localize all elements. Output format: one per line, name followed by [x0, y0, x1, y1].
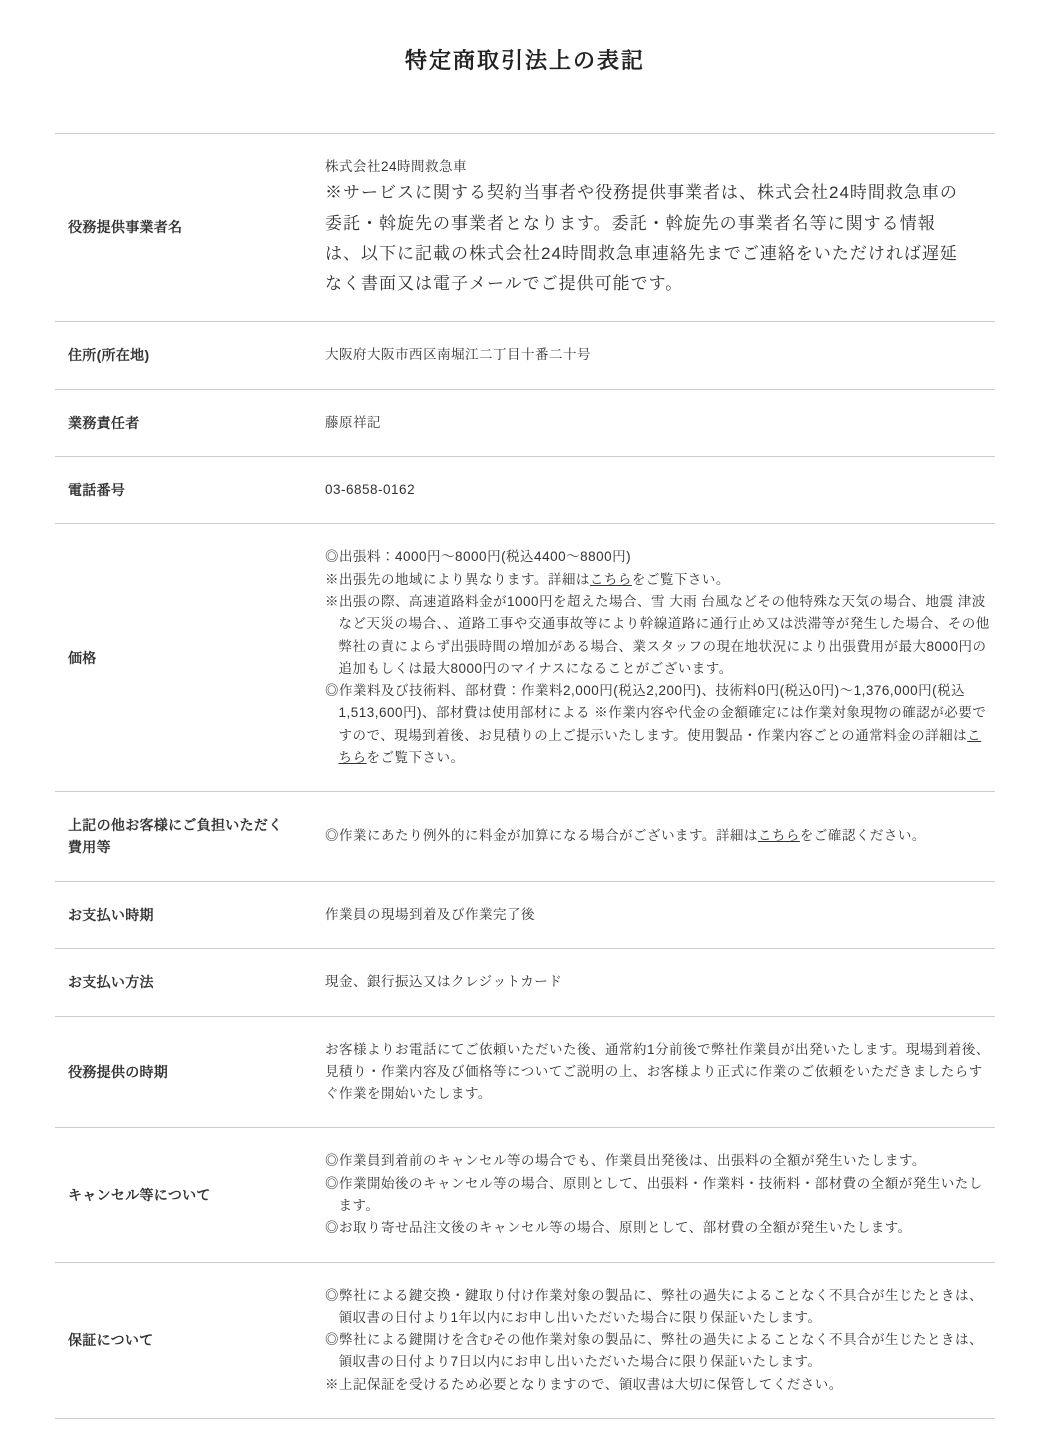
provider-company-name: 株式会社24時間救急車: [325, 159, 468, 174]
table-row-payment-method: [55, 949, 995, 1016]
cancellation-item: ◎作業開始後のキャンセル等の場合、原則として、出張料・作業料・技術料・部材費の全額が発生いたします。: [325, 1175, 983, 1213]
service-time-value: お客様よりお電話にてご依頼いただいた後、通常約1分前後で弊社作業員が出発いたします。現場到着後、見積り・作業内容及び価格等についてご説明の上、お客様より正式に作業のご依頼をいただきましたらすぐ作業を開始いたします。: [325, 1041, 990, 1102]
payment-method-label: お支払い方法: [68, 974, 154, 991]
phone-label: 電話番号: [68, 482, 126, 499]
table-row-payment-time: [55, 881, 995, 948]
table-row-phone: [55, 457, 995, 524]
table-row-warranty: [55, 1262, 995, 1418]
table-row-manager: [55, 389, 995, 456]
warranty-item: ※上記保証を受けるため必要となりますので、領収書は大切に保管してください。: [325, 1376, 843, 1392]
price-area-note-pre: ※出張先の地域により異なります。詳細は: [325, 571, 590, 587]
payment-time-label: お支払い時期: [68, 906, 154, 923]
extra-fees-details-link[interactable]: こちら: [757, 828, 800, 844]
cancellation-item: ◎作業員到着前のキャンセル等の場合でも、作業員出発後は、出張料の全額が発生いたします。: [325, 1153, 926, 1169]
extra-fees-note-pre: ◎作業にあたり例外的に料金が加算になる場合がございます。詳細は: [325, 828, 758, 844]
cancellation-item: ◎お取り寄せ品注文後のキャンセル等の場合、原則として、部材費の全額が発生いたします。: [325, 1220, 912, 1236]
table-row-extra-fees: [55, 792, 995, 882]
extra-fees-label: 上記の他お客様にご負担いただく費用等: [68, 817, 283, 856]
price-dispatch-fee: ◎出張料：4000円～8000円(税込4400～8800円): [325, 549, 632, 565]
provider-note: ※サービスに関する契約当事者や役務提供事業者は、株式会社24時間救急車の委託・斡旋先の事業者となります。委託・斡旋先の事業者名等に関する情報は、以下に記載の株式会社24時間救急車連絡先までご連絡をいただければ遅延なく書面又は電子メールでご提供可能です。: [325, 183, 958, 294]
extra-fees-note-post: をご確認ください。: [799, 828, 926, 844]
price-conditions-note: ※出張の際、高速道路料金が1000円を超えた場合、雪 大雨 台風などその他特殊な天気の場合、地震 津波など天災の場合、、道路工事や交通事故等により幹線道路に通行止め又は渋滞等が発生した場合、その他弊社の責によらず出張時間の増加がある場合、業スタッフの現在地状況により出張費用が最大8000円の追加もしくは最大8000円のマイナスになることがございます。: [325, 593, 990, 676]
provider-label: 役務提供事業者名: [68, 219, 183, 236]
manager-value: 藤原祥記: [325, 414, 381, 430]
page-title: 特定商取引法上の表記: [404, 48, 645, 73]
table-row-provider: [55, 134, 995, 322]
payment-time-value: 作業員の現場到着及び作業完了後: [325, 906, 535, 922]
address-value: 大阪府大阪市西区南堀江二丁目十番二十号: [325, 347, 591, 363]
warranty-label: 保証について: [68, 1331, 154, 1348]
phone-value: 03-6858-0162: [325, 482, 416, 498]
notice-table: [55, 133, 995, 1419]
price-work-fee-post: をご覧下さい。: [366, 749, 465, 765]
cancellation-label: キャンセル等について: [68, 1186, 211, 1203]
payment-method-value: 現金、銀行振込又はクレジットカード: [325, 974, 563, 990]
warranty-item: ◎弊社による鍵交換・鍵取り付け作業対象の製品に、弊社の過失によることなく不具合が生じたときは、領収書の日付より1年以内にお申し出いただいた場合に限り保証いたします。: [325, 1287, 983, 1325]
extra-fees-note: [325, 825, 995, 847]
table-row-price: [55, 524, 995, 792]
price-area-note: [325, 569, 995, 591]
service-time-label: 役務提供の時期: [68, 1063, 169, 1080]
legal-notice-page: [0, 44, 1050, 1444]
price-label: 価格: [68, 649, 97, 666]
price-work-fee-details-link[interactable]: こちら: [338, 727, 982, 765]
price-area-details-link[interactable]: こちら: [589, 571, 632, 587]
price-work-fee: [325, 680, 995, 769]
table-row-service-time: [55, 1016, 995, 1128]
price-area-note-post: をご覧下さい。: [631, 571, 730, 587]
table-row-cancellation: [55, 1128, 995, 1262]
price-work-fee-pre: ◎作業料及び技術料、部材費：作業料2,000円(税込2,200円)、技術料0円(税込0円)～1,376,000円(税込 1,513,600円)、部材費は使用部材による ※作業内容や代金の金額確定には作業対象現物の確認が必要ですので、現場到着後、お見積りの上ご提示いたします。使用製品・作業内容ごとの通常料金の詳細は: [325, 683, 987, 743]
manager-label: 業務責任者: [68, 414, 140, 431]
warranty-item: ◎弊社による鍵開けを含むその他作業対象の製品に、弊社の過失によることなく不具合が生じたときは、領収書の日付より7日以内にお申し出いただいた場合に限り保証いたします。: [325, 1332, 983, 1370]
table-row-address: [55, 322, 995, 389]
address-label: 住所(所在地): [68, 347, 150, 364]
